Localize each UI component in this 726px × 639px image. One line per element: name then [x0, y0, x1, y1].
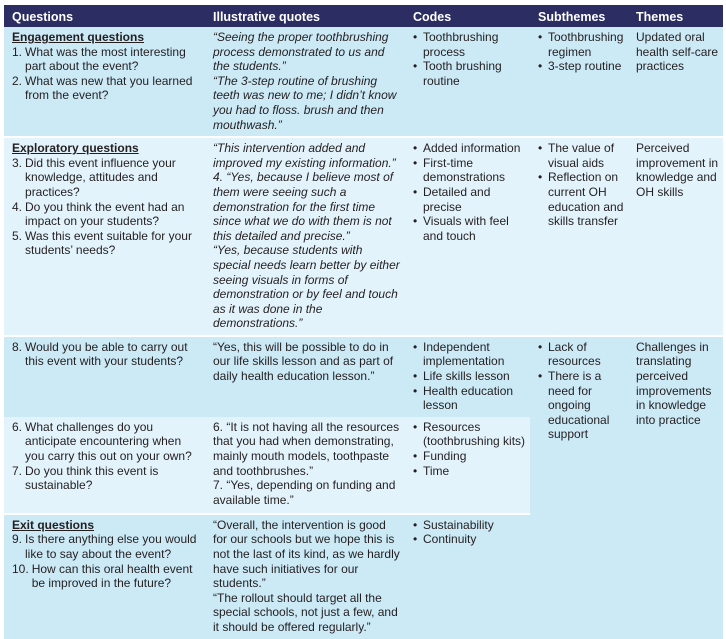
questions-cell [4, 417, 205, 513]
quote: 7. “Yes, depending on funding and available time.” [213, 478, 396, 507]
quotes-cell [205, 515, 405, 639]
subtheme-text: Lack of resources [548, 339, 601, 369]
subtheme-text: 3-step routine [548, 59, 622, 74]
code-item [413, 449, 527, 464]
question-number: 6. [12, 419, 23, 434]
header-illustrative-quotes: Illustrative quotes [205, 5, 405, 27]
bullet-icon: • [413, 419, 418, 434]
question-number: 3. [12, 155, 23, 170]
code-text: Visuals with feel and touch [423, 214, 509, 243]
header-questions: Questions [4, 5, 205, 27]
themes-table [4, 5, 723, 639]
questions-cell-exploratory [4, 138, 205, 335]
question-text: What challenges do you anticipate encountering when you carry this out on your own? [25, 419, 192, 464]
codes-cell [405, 417, 530, 513]
question-item [12, 420, 202, 464]
codes-cell [405, 515, 530, 639]
bullet-icon: • [413, 463, 418, 478]
question-item [12, 200, 202, 229]
question-number: 1. [12, 44, 23, 59]
quotes-cell [205, 417, 405, 513]
subtheme-item [538, 340, 625, 369]
quote: “Seeing the proper toothbrushing process demonstrated to us and the students.” [213, 30, 389, 74]
code-item [413, 369, 527, 384]
code-item [413, 464, 527, 479]
quote: “Overall, the intervention is good for our schools but we hope this is not the last of its kind, as we hardly have such initiatives for our students.” [213, 517, 400, 591]
section-heading: Exit questions [12, 517, 95, 532]
question-item [12, 340, 202, 369]
header-subthemes: Subthemes [530, 5, 628, 27]
quotes-cell [205, 27, 405, 136]
code-item [413, 340, 527, 369]
code-text: Independent implementation [423, 339, 505, 369]
quote: “Yes, this will be possible to do in our life skills lesson and as part of daily health education lesson.” [213, 339, 394, 384]
code-text: Detailed and precise [423, 184, 491, 214]
header-themes: Themes [628, 5, 723, 27]
code-text: First-time demonstrations [423, 155, 506, 185]
question-text: Do you think the event had an impact on your students? [25, 199, 185, 229]
question-text: Was this event suitable for your students’ needs? [25, 228, 192, 258]
code-text: Sustainability [423, 517, 494, 532]
question-item [12, 229, 202, 258]
question-item [12, 532, 202, 561]
bullet-icon: • [413, 30, 418, 44]
code-text: Life skills lesson [423, 369, 510, 384]
question-item [12, 562, 202, 591]
question-text: Would you be able to carry out this event with your students? [25, 339, 188, 369]
code-item [413, 59, 527, 88]
code-text: Resources (toothbrushing kits) [423, 419, 526, 449]
bullet-icon: • [538, 369, 543, 384]
question-text: What was the most interesting part about the event? [25, 44, 186, 74]
bullet-icon: • [413, 383, 418, 398]
subthemes-cell [530, 337, 628, 639]
bullet-icon: • [538, 30, 543, 44]
question-item [12, 156, 202, 200]
quote: “Yes, because students with special needs learn better by either seeing visuals in forms of demonstration or by feel and touch as it was done in the demonstrations.” [213, 243, 400, 331]
question-number: 5. [12, 228, 23, 243]
bullet-icon: • [413, 141, 418, 156]
question-number: 7. [12, 463, 23, 478]
quote: “The rollout should target all the special schools, not just a few, and it should be offered regularly.” [213, 590, 398, 635]
bullet-icon: • [413, 184, 418, 199]
questions-cell-engagement [4, 27, 205, 136]
section-heading: Exploratory questions [12, 141, 139, 156]
quote: “This intervention added and improved my existing information.” [213, 141, 396, 170]
subtheme-text: Toothbrushing regimen [548, 30, 624, 59]
bullet-icon: • [413, 155, 418, 170]
quote: 6. “It is not having all the resources that you had when demonstrating, mainly mouth models, toothpaste and toothbrushes.” [213, 419, 400, 478]
section-heading: Engagement questions [12, 30, 145, 44]
question-item [12, 45, 202, 74]
quotes-cell [205, 337, 405, 417]
code-text: Health education lesson [423, 383, 514, 413]
subtheme-item [538, 59, 625, 74]
code-item [413, 384, 527, 413]
quote: “The 3-step routine of brushing teeth was new to me; I didn’t know you had to floss. brush and then mouthwash.” [213, 73, 397, 132]
bullet-icon: • [413, 517, 418, 532]
subtheme-text: There is a need for ongoing educational support [548, 369, 610, 442]
code-item [413, 141, 527, 156]
question-text: How can this oral health event be improved in the future? [31, 561, 193, 591]
question-number: 10. [12, 561, 29, 576]
bullet-icon: • [413, 339, 418, 354]
codes-cell [405, 337, 530, 417]
questions-cell-exit [4, 515, 205, 639]
code-item [413, 518, 527, 533]
bullet-icon: • [413, 59, 418, 74]
codes-cell [405, 138, 530, 335]
codes-cell [405, 27, 530, 136]
bullet-icon: • [538, 141, 543, 156]
subtheme-text: The value of visual aids [548, 141, 615, 170]
code-text: Toothbrushing process [423, 30, 499, 59]
code-item [413, 532, 527, 547]
question-text: Is there anything else you would like to say about the event? [25, 532, 197, 562]
question-number: 4. [12, 199, 23, 214]
bullet-icon: • [538, 170, 543, 185]
bullet-icon: • [413, 532, 418, 547]
code-text: Added information [423, 141, 521, 156]
subtheme-item [538, 170, 625, 228]
question-number: 9. [12, 532, 23, 547]
code-text: Time [423, 463, 450, 478]
question-text: Do you think this event is sustainable? [25, 463, 159, 493]
bullet-icon: • [413, 214, 418, 229]
code-text: Tooth brushing routine [423, 59, 502, 88]
quote: 4. “Yes, because I believe most of them were seeing such a demonstration for the first time since what we do with them is not this detailed and precise.” [213, 170, 394, 243]
bullet-icon: • [538, 59, 543, 74]
question-item [12, 74, 202, 103]
code-item [413, 156, 527, 185]
questions-cell [4, 337, 205, 417]
code-item [413, 30, 527, 59]
subtheme-item [538, 369, 625, 442]
question-text: What was new that you learned from the event? [25, 73, 193, 103]
code-item [413, 214, 527, 243]
theme-cell: Challenges in translating perceived improvements in knowledge into practice [628, 337, 723, 639]
code-item [413, 185, 527, 214]
header-codes: Codes [405, 5, 530, 27]
quotes-cell [205, 138, 405, 335]
theme-cell: Updated oral health self-care practices [628, 27, 723, 136]
code-text: Funding [423, 449, 467, 464]
question-number: 2. [12, 73, 23, 88]
bullet-icon: • [413, 369, 418, 384]
subtheme-item [538, 141, 625, 170]
subthemes-cell [530, 27, 628, 136]
bullet-icon: • [413, 449, 418, 464]
question-text: Did this event influence your knowledge, attitudes and practices? [25, 155, 176, 199]
bullet-icon: • [538, 339, 543, 354]
code-item [413, 420, 527, 449]
subtheme-text: Reflection on current OH education and skills transfer [548, 170, 624, 229]
theme-cell: Perceived improvement in knowledge and OH skills [628, 138, 723, 335]
subthemes-cell [530, 138, 628, 335]
code-text: Continuity [423, 532, 477, 547]
question-item [12, 464, 202, 493]
question-number: 8. [12, 339, 23, 354]
subtheme-item [538, 30, 625, 59]
